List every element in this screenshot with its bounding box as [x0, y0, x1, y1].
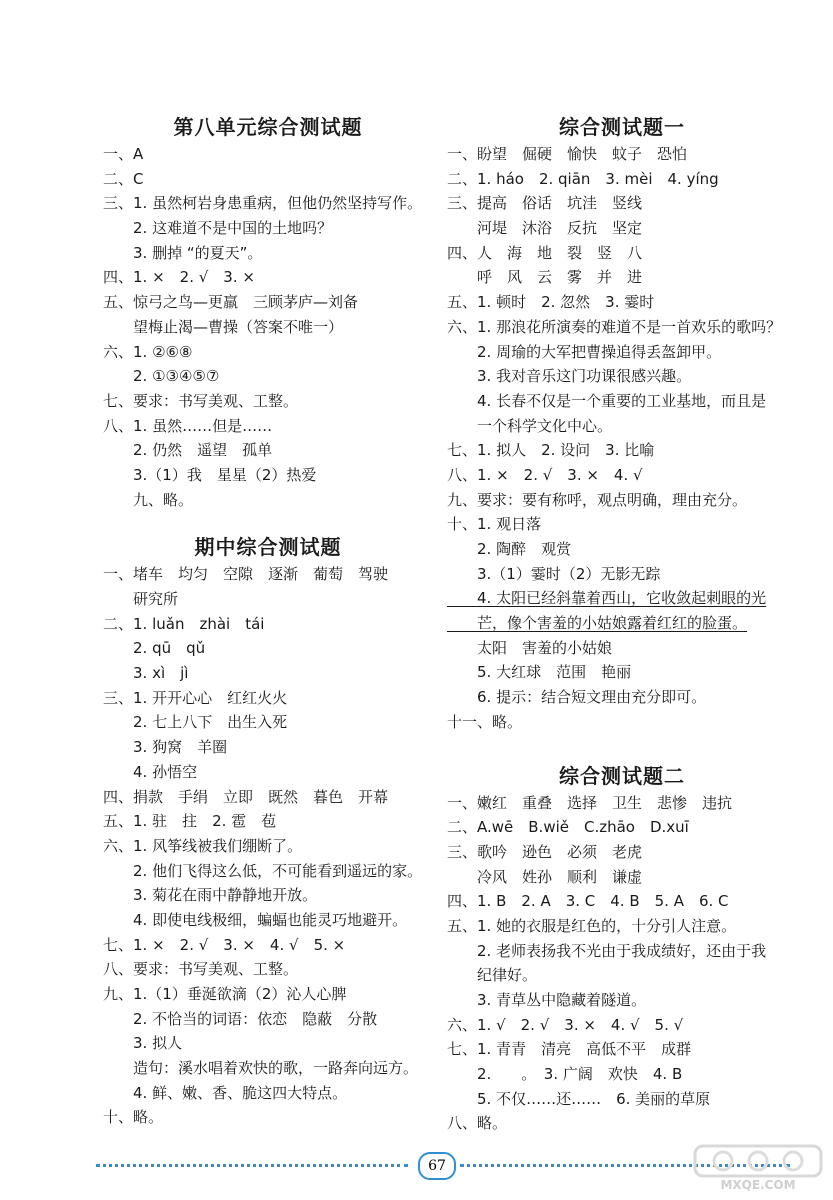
- answer-line: 5. 大红球 范围 艳丽: [447, 663, 632, 682]
- answer-line: 四、1. B 2. A 3. C 4. B 5. A 6. C: [447, 892, 729, 911]
- answer-line: 五、1. 顿时 2. 忽然 3. 霎时: [447, 293, 655, 312]
- answer-line: 一、嫩红 重叠 选择 卫生 悲惨 违抗: [447, 793, 733, 812]
- watermark-text: MXQE.COM: [720, 1178, 796, 1192]
- answer-line: 6. 提示：结合短文理由充分即可。: [447, 688, 707, 707]
- answer-line: 3. 我对音乐这门功课很感兴趣。: [447, 367, 692, 386]
- test1-answers: [447, 142, 797, 735]
- right-column: [447, 112, 797, 1136]
- answer-line: 造句：溪水唱着欢快的歌，一路奔向远方。: [103, 1059, 419, 1078]
- answer-line: 二、1. háo 2. qiān 3. mèi 4. yíng: [447, 169, 719, 188]
- answer-line: 七、1. 青青 清亮 高低不平 成群: [447, 1040, 692, 1059]
- answer-line: 2. qū qǔ: [103, 639, 206, 658]
- answer-line: 3. 删掉 “的夏天”。: [103, 243, 263, 262]
- answer-line: 四、1. × 2. √ 3. ×: [103, 268, 255, 287]
- answer-line: 四、人 海 地 裂 竖 八: [447, 243, 643, 262]
- answer-line: 冷风 姓孙 顺利 谦虚: [447, 867, 643, 886]
- answer-line: 五、1. 驻 拄 2. 雹 苞: [103, 812, 277, 831]
- answer-line: 九、1.（1）垂涎欲滴（2）沁人心脾: [103, 985, 347, 1003]
- answer-line: 4. 孙悟空: [103, 762, 198, 781]
- answer-line: 4. 即使电线极细，蝙蝠也能灵巧地避开。: [103, 910, 408, 929]
- underlined-answer-line: 4. 太阳已经斜靠着西山，它收敛起刺眼的光: [447, 589, 767, 608]
- answer-line: 2. 。 3. 广阔 欢快 4. B: [447, 1065, 683, 1084]
- answer-line: 九、略。: [103, 490, 194, 509]
- answer-line: 三、1. 虽然柯岩身患重病，但他仍然坚持写作。: [103, 194, 423, 213]
- answer-line: 2. 不恰当的词语：依恋 隐蔽 分散: [103, 1009, 378, 1028]
- answer-line: 2. 周瑜的大军把曹操追得丢盔卸甲。: [447, 342, 722, 361]
- answer-line: 一、盼望 倔硬 愉快 蚊子 恐怕: [447, 145, 688, 163]
- answer-line: 八、1. 虽然……但是……: [103, 416, 273, 435]
- section-title-test1: 综合测试题一: [559, 115, 685, 139]
- answer-line: 3. xì jì: [103, 664, 189, 683]
- answer-line: 2. 七上八下 出生入死: [103, 713, 288, 732]
- answer-line: 五、1. 她的衣服是红色的，十分引人注意。: [447, 916, 737, 935]
- unit8-answers: [103, 142, 433, 512]
- answer-line: 纪律好。: [447, 966, 538, 985]
- answer-line: 4. 长春不仅是一个重要的工业基地，而且是: [447, 391, 767, 410]
- page-footer: [96, 1150, 796, 1180]
- midterm-answers: [103, 562, 433, 1130]
- answer-line: 六、1. 那浪花所演奏的难道不是一首欢乐的歌吗？: [447, 317, 782, 336]
- answer-line: 一、A: [103, 145, 144, 163]
- answer-line: 一个科学文化中心。: [447, 416, 613, 435]
- answer-line: 3. 青草丛中隐藏着隧道。: [447, 991, 647, 1009]
- answer-line: 三、1. 开开心心 红红火火: [103, 688, 288, 707]
- section-gap: [103, 512, 433, 532]
- answer-line: 五、惊弓之鸟—更羸 三顾茅庐—刘备: [103, 293, 359, 312]
- section-gap: [447, 735, 797, 761]
- answer-line: 2. ①③④⑤⑦: [103, 367, 220, 386]
- answer-line: 2. 老师表扬我不光由于我成绩好，还由于我: [447, 941, 767, 960]
- answer-line: 3. 狗窝 羊圈: [103, 738, 228, 757]
- answer-line: 三、歌吟 逊色 必须 老虎: [447, 842, 643, 861]
- answer-line: 太阳 害羞的小姑娘: [447, 638, 613, 657]
- answer-line: 七、1. × 2. √ 3. × 4. √ 5. ×: [103, 935, 346, 954]
- answer-line: 5. 不仅……还…… 6. 美丽的草原: [447, 1089, 711, 1108]
- answer-line: 十、1. 观日落: [447, 515, 542, 534]
- answer-line: 4. 鲜、嫩、香、脆这四大特点。: [103, 1083, 348, 1102]
- answer-line: 一、堵车 均匀 空隙 逐渐 葡萄 驾驶: [103, 565, 389, 584]
- answer-line: 七、1. 拟人 2. 设问 3. 比喻: [447, 441, 655, 460]
- answer-line: 七、要求：书写美观、工整。: [103, 391, 299, 410]
- page-number: 67: [418, 1152, 456, 1180]
- answer-line: 2. 这难道不是中国的土地吗？: [103, 219, 333, 238]
- answer-line: 3.（1）我 星星（2）热爱: [103, 465, 317, 484]
- answer-line: 2. 仍然 遥望 孤单: [103, 441, 273, 460]
- answer-line: 2. 他们飞得这么低，不可能看到遥远的家。: [103, 861, 423, 880]
- answer-line: 3.（1）霎时（2）无影无踪: [447, 564, 661, 583]
- answer-line: 六、1. ②⑥⑧: [103, 342, 193, 361]
- left-column: [103, 112, 433, 1130]
- answer-line: 3. 菊花在雨中静静地开放。: [103, 886, 318, 905]
- answer-line: 二、1. luǎn zhài tái: [103, 614, 265, 633]
- answer-line: 十一、略。: [447, 712, 523, 731]
- answer-line: 六、1. 风筝线被我们绷断了。: [103, 836, 303, 855]
- answer-line: 八、1. × 2. √ 3. × 4. √: [447, 465, 643, 484]
- answer-line: 二、A.wē B.wiě C.zhāo D.xuī: [447, 818, 689, 837]
- answer-line: 九、要求：要有称呼，观点明确，理由充分。: [447, 490, 748, 509]
- answer-line: 呼 风 云 雾 并 进: [447, 268, 643, 287]
- dotted-rule-left: [96, 1164, 408, 1167]
- answer-line: 三、提高 俗话 坑洼 竖线: [447, 194, 643, 213]
- answer-line: 八、要求：书写美观、工整。: [103, 960, 299, 979]
- answer-line: 二、C: [103, 169, 144, 188]
- answer-line: 研究所: [103, 590, 179, 608]
- answer-line: 河堤 沐浴 反抗 坚定: [447, 219, 643, 238]
- answer-line: 八、略。: [447, 1114, 508, 1133]
- test2-answers: [447, 791, 797, 1137]
- answer-line: 六、1. √ 2. √ 3. × 4. √ 5. √: [447, 1015, 684, 1034]
- section-title-midterm: 期中综合测试题: [194, 535, 342, 560]
- underlined-answer-line: 芒，像个害羞的小姑娘露着红红的脸蛋。: [447, 614, 748, 633]
- answer-line: 十、略。: [103, 1108, 164, 1127]
- section-title-test2: 综合测试题二: [559, 763, 685, 788]
- section-title-unit8: 第八单元综合测试题: [173, 115, 363, 139]
- answer-line: 2. 陶醉 观赏: [447, 540, 572, 558]
- answer-line: 望梅止渴—曹操（答案不唯一）: [103, 317, 344, 336]
- answer-line: 四、捐款 手绢 立即 既然 暮色 开幕: [103, 787, 389, 806]
- answer-line: 3. 拟人: [103, 1034, 183, 1053]
- watermark-logo: [693, 1144, 823, 1192]
